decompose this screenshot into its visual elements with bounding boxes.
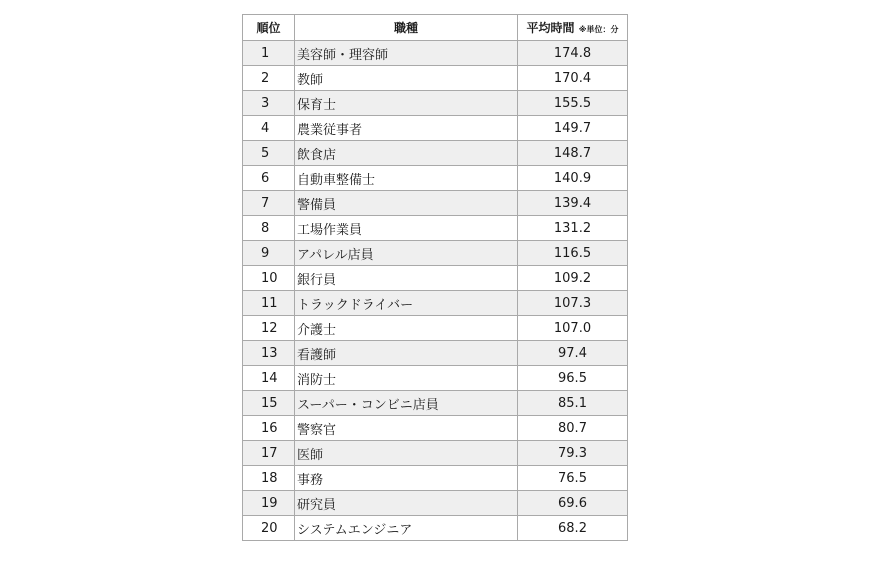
table-row — [243, 316, 628, 341]
job-cell: 事務 — [295, 466, 518, 491]
time-cell: 109.2 — [518, 266, 628, 291]
job-cell: トラックドライバー — [295, 291, 518, 316]
ranking-table — [242, 14, 628, 541]
rank-cell: 1 — [243, 41, 295, 66]
table-row — [243, 141, 628, 166]
table-row — [243, 341, 628, 366]
table-row — [243, 191, 628, 216]
table-row — [243, 291, 628, 316]
time-cell: 174.8 — [518, 41, 628, 66]
job-cell: システムエンジニア — [295, 516, 518, 541]
rank-cell: 4 — [243, 116, 295, 141]
time-cell: 68.2 — [518, 516, 628, 541]
time-cell: 85.1 — [518, 391, 628, 416]
table-row — [243, 116, 628, 141]
rank-cell: 2 — [243, 66, 295, 91]
table-header — [243, 15, 628, 41]
job-cell: アパレル店員 — [295, 241, 518, 266]
rank-cell: 10 — [243, 266, 295, 291]
job-cell: 消防士 — [295, 366, 518, 391]
rank-cell: 17 — [243, 441, 295, 466]
job-cell: 警察官 — [295, 416, 518, 441]
rank-cell: 9 — [243, 241, 295, 266]
rank-cell: 7 — [243, 191, 295, 216]
job-cell: 飲食店 — [295, 141, 518, 166]
rank-cell: 16 — [243, 416, 295, 441]
time-cell: 107.0 — [518, 316, 628, 341]
header-rank: 順位 — [243, 15, 295, 41]
table-row — [243, 366, 628, 391]
rank-cell: 19 — [243, 491, 295, 516]
rank-cell: 18 — [243, 466, 295, 491]
table-body — [243, 41, 628, 541]
header-time-label: 平均時間 — [526, 21, 575, 35]
table-row — [243, 491, 628, 516]
job-cell: 研究員 — [295, 491, 518, 516]
job-cell: 農業従事者 — [295, 116, 518, 141]
header-time-unit: ※単位：分 — [578, 25, 619, 34]
job-cell: 警備員 — [295, 191, 518, 216]
time-cell: 107.3 — [518, 291, 628, 316]
table-row — [243, 241, 628, 266]
time-cell: 139.4 — [518, 191, 628, 216]
job-cell: 工場作業員 — [295, 216, 518, 241]
rank-cell: 5 — [243, 141, 295, 166]
rank-cell: 15 — [243, 391, 295, 416]
time-cell: 97.4 — [518, 341, 628, 366]
time-cell: 96.5 — [518, 366, 628, 391]
time-cell: 140.9 — [518, 166, 628, 191]
table-row — [243, 216, 628, 241]
rank-cell: 3 — [243, 91, 295, 116]
table-row — [243, 466, 628, 491]
job-cell: スーパー・コンビニ店員 — [295, 391, 518, 416]
time-cell: 80.7 — [518, 416, 628, 441]
table-row — [243, 91, 628, 116]
job-cell: 美容師・理容師 — [295, 41, 518, 66]
header-job: 職種 — [295, 15, 518, 41]
time-cell: 148.7 — [518, 141, 628, 166]
time-cell: 170.4 — [518, 66, 628, 91]
table-row — [243, 166, 628, 191]
table-row — [243, 416, 628, 441]
header-time — [518, 15, 628, 41]
table-row — [243, 391, 628, 416]
rank-cell: 20 — [243, 516, 295, 541]
rank-cell: 12 — [243, 316, 295, 341]
table-row — [243, 441, 628, 466]
time-cell: 149.7 — [518, 116, 628, 141]
table-row — [243, 516, 628, 541]
job-cell: 介護士 — [295, 316, 518, 341]
rank-cell: 8 — [243, 216, 295, 241]
table-row — [243, 66, 628, 91]
time-cell: 155.5 — [518, 91, 628, 116]
job-cell: 銀行員 — [295, 266, 518, 291]
rank-cell: 6 — [243, 166, 295, 191]
header-row — [243, 15, 628, 41]
time-cell: 131.2 — [518, 216, 628, 241]
job-cell: 保育士 — [295, 91, 518, 116]
time-cell: 79.3 — [518, 441, 628, 466]
time-cell: 69.6 — [518, 491, 628, 516]
rank-cell: 11 — [243, 291, 295, 316]
job-cell: 医師 — [295, 441, 518, 466]
job-cell: 看護師 — [295, 341, 518, 366]
job-cell: 教師 — [295, 66, 518, 91]
table-row — [243, 266, 628, 291]
table-row — [243, 41, 628, 66]
time-cell: 116.5 — [518, 241, 628, 266]
job-cell: 自動車整備士 — [295, 166, 518, 191]
time-cell: 76.5 — [518, 466, 628, 491]
rank-cell: 14 — [243, 366, 295, 391]
rank-cell: 13 — [243, 341, 295, 366]
